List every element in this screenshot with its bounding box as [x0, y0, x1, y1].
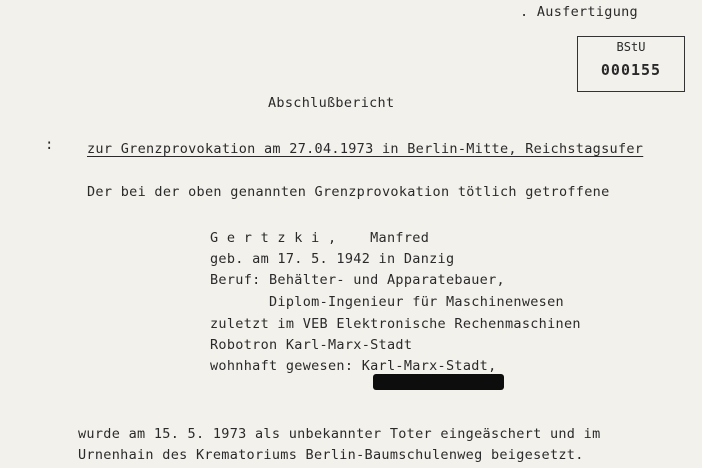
employer-line-2: Robotron Karl-Marx-Stadt [210, 337, 413, 353]
profession-line-2: Diplom-Ingenieur für Maschinenwesen [269, 294, 564, 310]
employer-line-1: zuletzt im VEB Elektronische Rechenmaschinen [210, 316, 581, 332]
redaction-bar [373, 374, 504, 390]
birth-line: geb. am 17. 5. 1942 in Danzig [210, 251, 455, 267]
document-subtitle: zur Grenzprovokation am 27.04.1973 in Berlin-Mitte, Reichstagsufer [87, 141, 644, 157]
archive-stamp [577, 36, 685, 92]
copy-marker: . Ausfertigung [520, 4, 638, 20]
stamp-number: 000155 [600, 61, 662, 79]
closing-line-2: Urnenhain des Krematoriums Berlin-Baumschulenweg beigesetzt. [78, 447, 584, 463]
margin-mark: : [45, 137, 54, 153]
stamp-label: BStU [616, 40, 646, 54]
closing-line-1: wurde am 15. 5. 1973 als unbekannter Toter eingeäschert und im [78, 426, 601, 442]
residence-line: wohnhaft gewesen: Karl-Marx-Stadt, [210, 358, 497, 374]
intro-line: Der bei der oben genannten Grenzprovokation tötlich getroffene [87, 184, 610, 200]
profession-line-1: Beruf: Behälter- und Apparatebauer, [210, 272, 505, 288]
person-name: G e r t z k i , Manfred [210, 230, 430, 246]
document-title: Abschlußbericht [268, 95, 395, 111]
